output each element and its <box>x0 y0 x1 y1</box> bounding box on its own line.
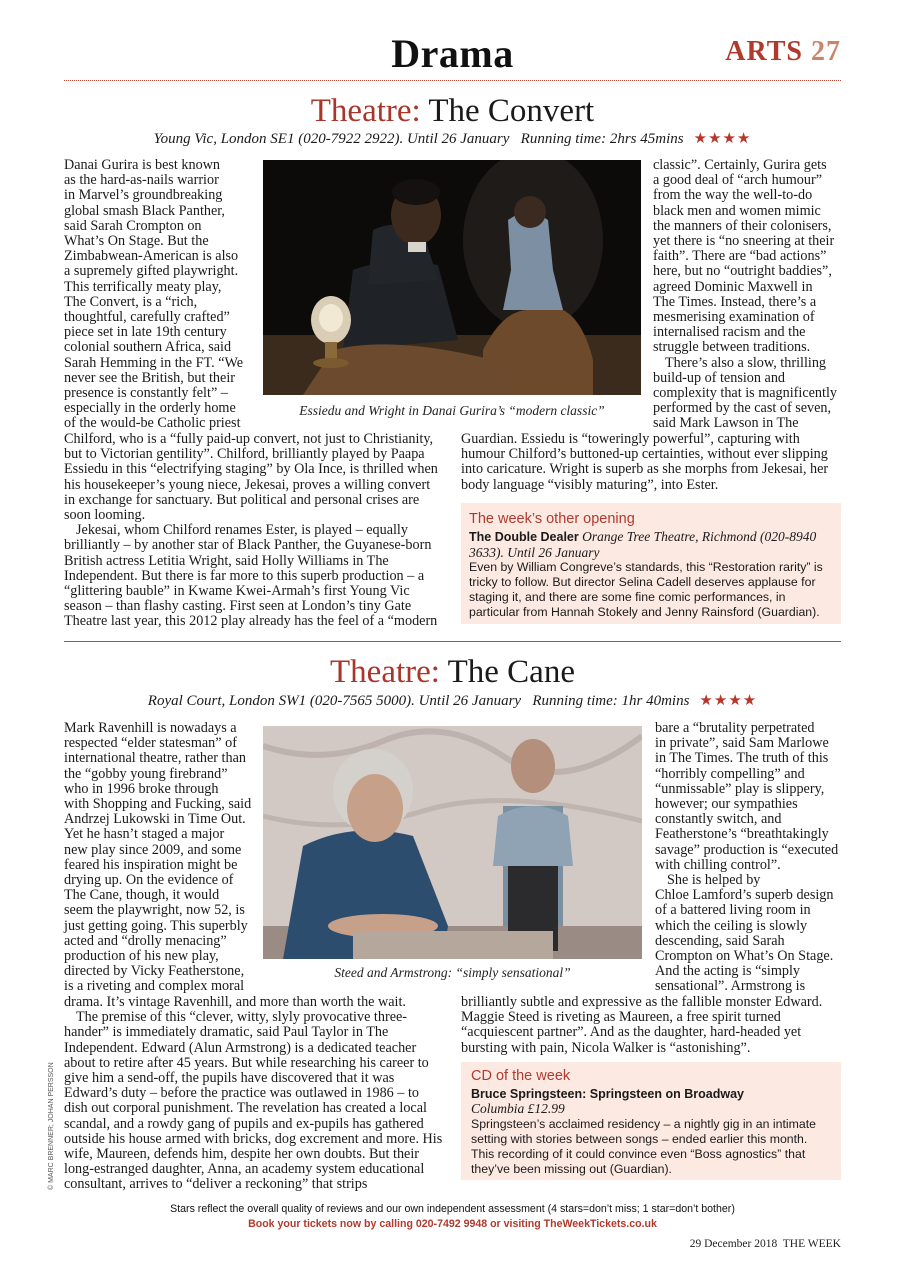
text-line: drying up. On the evidence of <box>64 872 234 889</box>
text-line: with Shopping and Fucking, said <box>64 796 252 813</box>
text-line: just getting going. This superbly <box>64 917 248 934</box>
text-line: Yet he hasn’t staged a major <box>64 826 225 843</box>
text-line: global smash Black Panther, <box>64 202 225 219</box>
text-line: of the would-be Catholic priest <box>64 415 241 432</box>
text-line: a good deal of “arch humour” <box>653 172 822 189</box>
review2-right-continued <box>461 995 841 1056</box>
review2-body-continued <box>64 995 444 1193</box>
review-venue: Young Vic, London SE1 (020-7922 2922). Until 26 January Running time: 2hrs 45mins <box>153 131 684 147</box>
text-line: constantly switch, and <box>655 811 782 828</box>
text-line: Crompton on What’s On Stage. <box>655 948 834 965</box>
text-line: in Marvel’s groundbreaking <box>64 187 223 204</box>
header-divider <box>64 80 841 81</box>
text-line: The Convert, is a “rich, <box>64 293 198 310</box>
text-line: colonial southern Africa, said <box>64 339 232 356</box>
text-line: This terrifically meaty play, <box>64 278 222 295</box>
review2-right-column <box>655 721 843 995</box>
text-line: seem the playwright, now 52, is <box>64 902 245 919</box>
box-heading: CD of the week <box>471 1068 571 1084</box>
text-line: “unmissable” play is slippery, <box>655 780 825 797</box>
text-line: the manners of their colonisers, <box>653 217 832 234</box>
text-line: said Mark Lawson in The <box>653 415 799 432</box>
text-line: acted and “drolly menacing” <box>64 932 227 949</box>
text-line: “horribly compelling” and <box>655 765 805 782</box>
other-opening-box <box>461 503 841 624</box>
text-line: presence is constantly felt” – <box>64 385 228 402</box>
box-title: The Double Dealer <box>469 530 579 544</box>
text-line: especially in the orderly home <box>64 400 236 417</box>
text-line: Andrzej Lukowski in Time Out. <box>64 811 246 828</box>
text-line: performed by the cast of seven, <box>653 400 832 417</box>
text-line: new play since 2009, and some <box>64 841 242 858</box>
paragraph: brilliantly subtle and expressive as the fallible monster Edward. Maggie Steed is riveting as Maureen, a free spirit turned “acquiescent partner”. And as the daughter, hard-headed yet bursting with pain, Nicola Walker is “astonishing”. <box>461 994 823 1056</box>
text-line: here, but no “outright baddies”, <box>653 263 832 280</box>
folio: 29 December 2018 THE WEEK <box>689 1238 841 1250</box>
text-line: from the way the well-to-do <box>653 187 813 204</box>
text-line: complexity that is magnificently <box>653 385 838 402</box>
text-line: sensational”. Armstrong is <box>655 978 806 995</box>
review-venue: Royal Court, London SW1 (020-7565 5000). Until 26 January Running time: 1hr 40mins <box>147 693 690 709</box>
text-line: is a riveting and complex moral <box>64 978 245 995</box>
section-label <box>725 36 841 68</box>
review-meta <box>0 129 905 148</box>
review1-right-column <box>653 158 843 432</box>
box-subtitle: Orange Tree Theatre, Richmond (020-8940 3633). Until 26 January <box>469 529 817 560</box>
photo-credit: © MARC BRENNER; JOHAN PERSSON <box>48 1062 55 1190</box>
review-title: The Convert <box>428 93 595 129</box>
box-title-row <box>469 529 833 560</box>
box-body: Springsteen’s acclaimed residency – a nightly gig in an intimate setting with stories between songs – ended earlier this month. This recording of it could convince even “Boss agnostics” that they’ve been missing out (Guardian). <box>471 1117 816 1176</box>
text-line: production of his new play, <box>64 948 219 965</box>
text-line: faith”. There are “bad actions” <box>653 248 827 265</box>
text-line: a supremely gifted playwright. <box>64 263 239 280</box>
text-line: who in 1996 broke through <box>64 780 219 797</box>
star-rating-note: Stars reflect the overall quality of reviews and our own independent assessment (4 stars=don’t miss; 1 star=don’t bother) <box>170 1203 735 1215</box>
cd-of-the-week-box <box>461 1062 841 1180</box>
text-line: Danai Gurira is best known <box>64 157 221 173</box>
review-prefix: Theatre: <box>330 654 440 690</box>
text-line: the “gobby young firebrand” <box>64 765 228 782</box>
box-title: Bruce Springsteen: Springsteen on Broadway <box>471 1087 744 1101</box>
text-line: never see the British, but their <box>64 369 235 386</box>
review1-body-continued <box>64 432 444 630</box>
review-heading <box>0 654 905 691</box>
text-line: in The Times. The truth of this <box>655 750 829 767</box>
paragraph: The premise of this “clever, witty, slyly provocative three-hander” is immediately dramatic, said Paul Taylor in The Independent. Edward (Alun Armstrong) is a dedicated teacher about to retire after 45 years. But while researching his career to give him a send-off, the pupils have discovered that it was Edward’s duty – before the practice was outlawed in 1986 – to dish out corporal punishment. The revelation has created a local scandal, and a rowdy gang of pupils and ex-pupils has gathered outside his house armed with bricks, dog excrement and more. His wife, Maureen, defends him, despite her own doubts. But their long-estranged daughter, Anna, an academy system educational consultant, arrives to “deliver a reckoning” that strips <box>64 1009 443 1193</box>
text-line: feared his inspiration might be <box>64 856 238 873</box>
section-title: Drama <box>391 31 514 76</box>
review1-left-column <box>64 158 260 432</box>
text-line: struggle between traditions. <box>653 339 811 356</box>
review-title: The Cane <box>447 654 575 690</box>
text-line: Chloe Lamford’s superb design <box>655 887 834 904</box>
text-line: piece set in late 19th century <box>64 324 227 341</box>
text-line: as the hard-as-nails warrior <box>64 172 219 189</box>
text-line: Mark Ravenhill is nowadays a <box>64 720 237 736</box>
review-heading <box>0 93 905 130</box>
text-line: Featherstone’s “breathtakingly <box>655 826 829 843</box>
text-line: agreed Dominic Maxwell in <box>653 278 813 295</box>
text-line: respected “elder statesman” of <box>64 735 237 752</box>
text-line: which the ceiling is slowly <box>655 917 808 934</box>
paragraph: drama. It’s vintage Ravenhill, and more than worth the wait. <box>64 994 406 1010</box>
star-rating: ★★★★ <box>693 131 752 147</box>
text-line: internalised racism and the <box>653 324 806 341</box>
text-line: however; our sympathies <box>655 796 798 813</box>
review1-photo <box>263 160 641 395</box>
review2-left-column <box>64 721 260 995</box>
review-meta <box>0 691 905 710</box>
text-line: in private”, said Sam Marlowe <box>655 735 829 752</box>
text-line: She is helped by <box>667 872 761 889</box>
text-line: black men and women mimic <box>653 202 821 219</box>
arts-label: ARTS <box>725 36 803 67</box>
paragraph: Guardian. Essiedu is “toweringly powerful”, capturing with humour Chilford’s buttoned-up certainties, without ever slipping into caricature. Wright is superb as she morphs from Jekesai, her body language “visibly maturing”, into Ester. <box>461 431 829 493</box>
paragraph: Jekesai, whom Chilford renames Ester, is played – equally brilliantly – by another star of Black Panther, the Guyanese-born British actress Letitia Wright, said Holly Williams in The Independent. But there is far more to this superb production – a “glittering bauble” in Kwame Kwei-Armah’s first Young Vic season – than flashy casting. First seen at London’s tiny Gate Theatre last year, this 2012 play already has the feel of a “modern <box>64 522 438 630</box>
booking-line[interactable]: Book your tickets now by calling 020-7492 9948 or visiting TheWeekTickets.co.uk <box>248 1218 657 1230</box>
stage-photo-illustration <box>263 160 641 395</box>
star-rating: ★★★★ <box>699 693 758 709</box>
text-line: What’s On Stage. But the <box>64 233 209 250</box>
text-line: international theatre, rather than <box>64 750 246 767</box>
text-line: classic”. Certainly, Gurira gets <box>653 157 827 173</box>
text-line: descending, said Sarah <box>655 932 785 949</box>
box-heading: The week’s other opening <box>469 511 635 527</box>
text-line: The Cane, though, it would <box>64 887 220 904</box>
text-line: savage” production is “executed <box>655 841 839 858</box>
review2-caption: Steed and Armstrong: “simply sensational” <box>334 965 571 980</box>
text-line: The Times. Instead, there’s a <box>653 293 817 310</box>
text-line: There’s also a slow, thrilling <box>665 354 827 371</box>
text-line: of a battered living room in <box>655 902 811 919</box>
review1-right-continued <box>461 432 841 493</box>
text-line: yet there is “no sneering at their <box>653 233 835 250</box>
section-divider <box>64 641 841 642</box>
box-subtitle: Columbia £12.99 <box>471 1101 565 1116</box>
text-line: mesmerising examination of <box>653 309 815 326</box>
text-line: bare a “brutality perpetrated <box>655 720 815 736</box>
paragraph: Chilford, who is a “fully paid-up convert, not just to Christianity, but to Victorian gentility”. Chilford, brilliantly played by Paapa Essiedu in this “electrifying staging” by Ola Ince, is thrilled when his housekeeper’s young niece, Jekesai, proves a willing convert in exchange for sanctuary. But political and personal crises are soon looming. <box>64 431 438 524</box>
review-prefix: Theatre: <box>310 93 421 129</box>
box-body: Even by William Congreve’s standards, this “Restoration rarity” is tricky to follow. But director Selina Cadell deserves applause for staging it, and there are some fine comic performances, in particular from Hannah Stokely and Jenny Rainsford (Guardian). <box>469 560 823 619</box>
text-line: And the acting is “simply <box>655 963 801 980</box>
text-line: build-up of tension and <box>653 369 786 386</box>
text-line: with chilling control”. <box>655 856 781 873</box>
stage-photo-illustration <box>263 726 642 959</box>
text-line: said Sarah Crompton on <box>64 217 202 234</box>
review2-photo <box>263 726 642 959</box>
page-number: 27 <box>811 36 841 67</box>
text-line: Sarah Hemming in the FT. “We <box>64 354 244 371</box>
text-line: directed by Vicky Featherstone, <box>64 963 245 980</box>
text-line: Zimbabwean-American is also <box>64 248 239 265</box>
text-line: thoughtful, carefully crafted” <box>64 309 230 326</box>
review1-caption: Essiedu and Wright in Danai Gurira’s “modern classic” <box>299 403 605 418</box>
